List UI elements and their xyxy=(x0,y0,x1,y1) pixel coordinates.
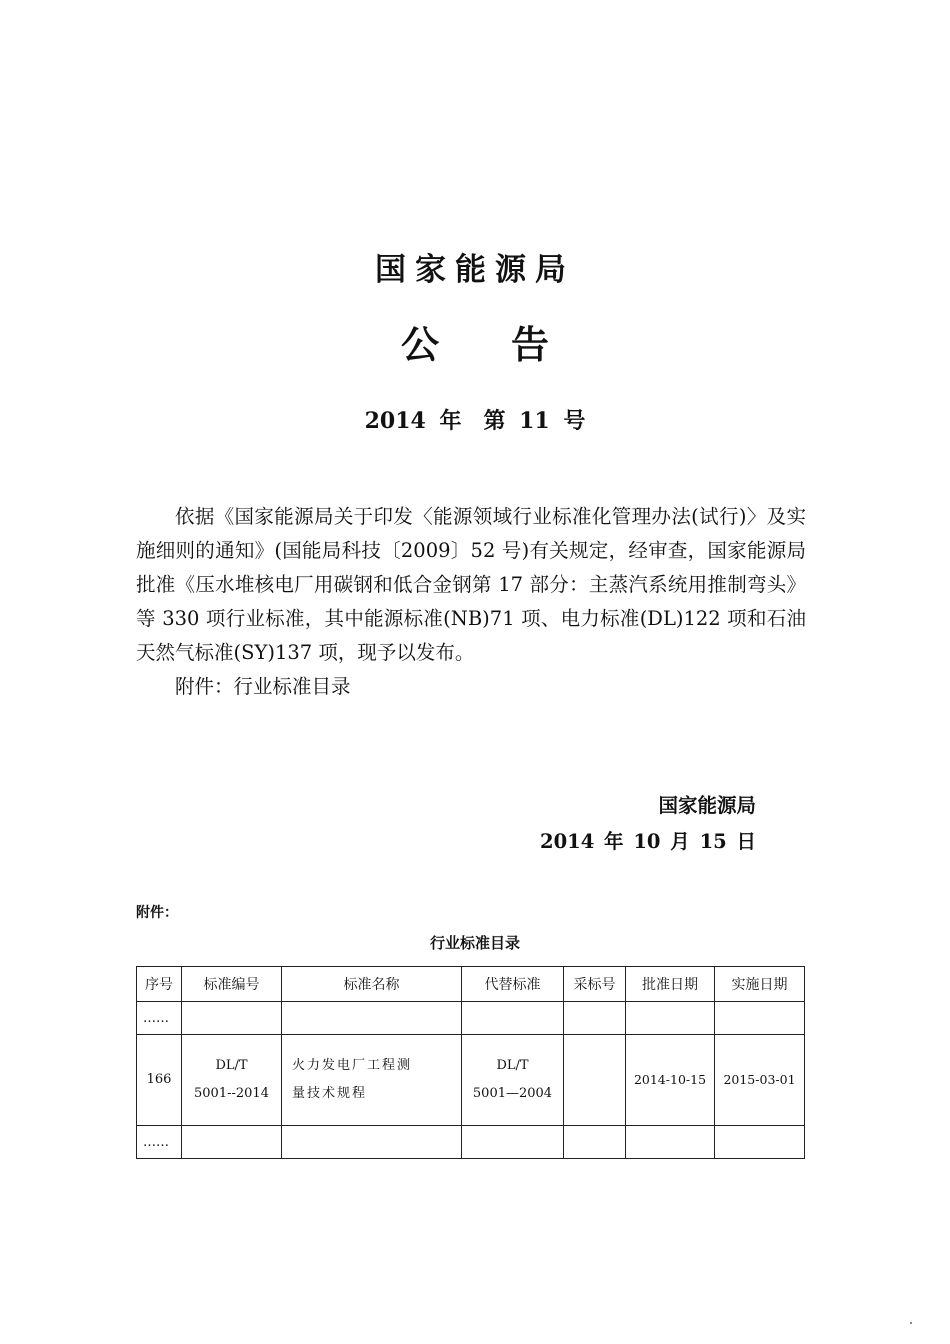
standard-name-line-2: 量技术规程 xyxy=(292,1086,368,1101)
announcement-paragraph: 依据《国家能源局关于印发〈能源领域行业标准化管理办法(试行)〉及实施细则的通知》(国能局科技〔2009〕52 号)有关规定，经审查，国家能源局批准《压水堆核电厂用碳钢和低合金钢第 17 部分：主蒸汽系统用推制弯头》等 330 项行业标准，其中能源标准(NB)71 项、电力标准(DL)122 项和石油天然气标准(SY)137 项，现予以发布。 xyxy=(136,505,806,664)
table-title: 行业标准目录 xyxy=(429,934,520,952)
standards-table xyxy=(136,966,805,1159)
column-header: 批准日期 xyxy=(626,967,715,1002)
attachment-reference: 附件：行业标准目录 xyxy=(175,675,351,698)
ellipsis-cell: …… xyxy=(137,1002,182,1035)
column-header: 标准名称 xyxy=(282,967,462,1002)
attachment-label: 附件： xyxy=(136,905,178,921)
replaced-standard xyxy=(462,1035,564,1126)
issuer-title: 国家能源局 xyxy=(375,252,575,288)
replaced-standard-line-2: 5001—2004 xyxy=(472,1086,553,1101)
column-header: 采标号 xyxy=(564,967,626,1002)
table-header-row xyxy=(137,967,805,1002)
approval-date: 2014-10-15 xyxy=(626,1035,715,1126)
document-type-title xyxy=(0,314,950,369)
standard-code xyxy=(182,1035,282,1126)
table-row-ellipsis xyxy=(137,1002,805,1035)
column-header: 代替标准 xyxy=(462,967,564,1002)
standard-code-line-2: 5001--2014 xyxy=(194,1086,269,1101)
table-row-ellipsis xyxy=(137,1126,805,1159)
doc-type-char-2: 告 xyxy=(511,323,550,367)
signature-date: 2014 年 10 月 15 日 xyxy=(540,830,756,853)
column-header: 序号 xyxy=(137,967,182,1002)
column-header: 实施日期 xyxy=(715,967,805,1002)
document-number: 2014 年 第 11 号 xyxy=(364,408,586,434)
effective-date: 2015-03-01 xyxy=(715,1035,805,1126)
standard-name-line-1: 火力发电厂工程测 xyxy=(292,1058,413,1073)
announcement-body xyxy=(136,500,806,704)
signature-organization: 国家能源局 xyxy=(658,794,756,817)
standard-code-line-1: DL/T xyxy=(215,1058,248,1073)
table-row xyxy=(137,1035,805,1126)
replaced-standard-line-1: DL/T xyxy=(496,1058,529,1073)
scan-speck xyxy=(910,1322,912,1324)
doc-type-char-1: 公 xyxy=(400,323,439,367)
adopted-standard xyxy=(564,1035,626,1126)
standard-name xyxy=(282,1035,462,1126)
column-header: 标准编号 xyxy=(182,967,282,1002)
row-number: 166 xyxy=(137,1035,182,1126)
ellipsis-cell: …… xyxy=(137,1126,182,1159)
